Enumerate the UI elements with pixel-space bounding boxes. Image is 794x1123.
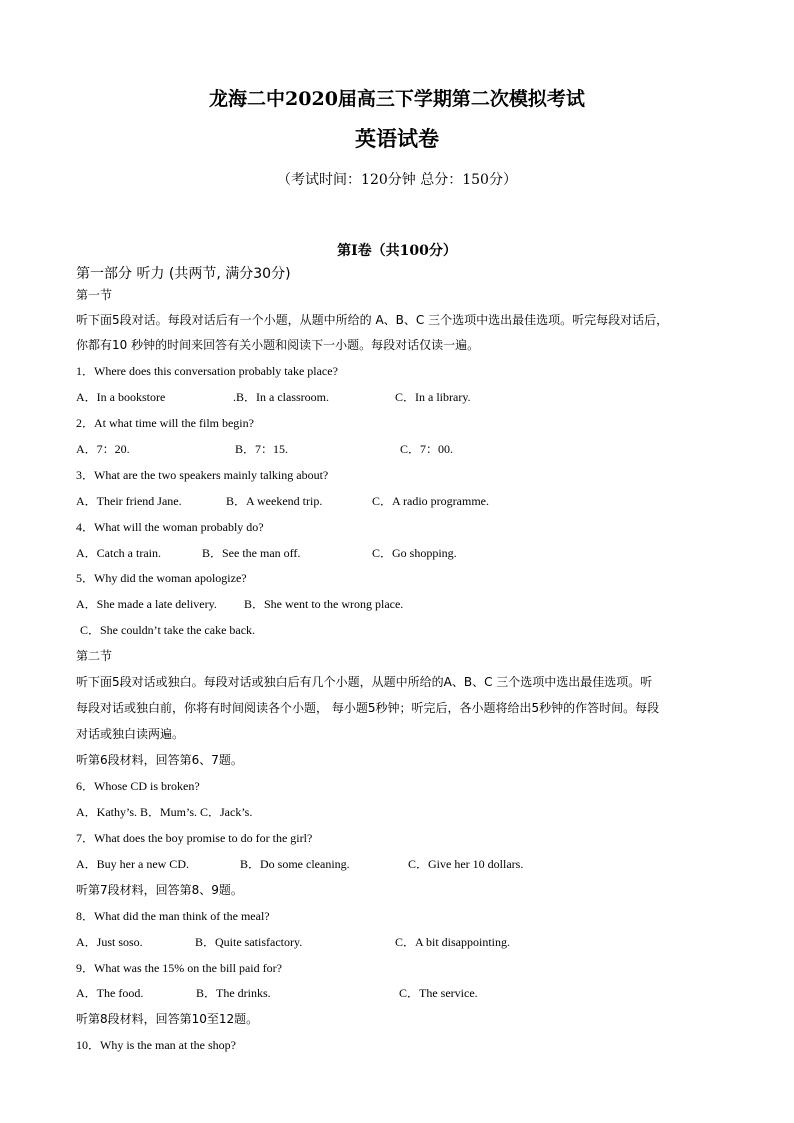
q6-options: A．Kathy’s. B．Mum’s. C．Jack’s. xyxy=(76,805,253,819)
q1-option-c: C．In a library. xyxy=(395,390,471,404)
q2-option-b: B．7：15. xyxy=(235,442,289,456)
volume-title: 第I卷（共100分） xyxy=(337,243,457,259)
q1-option-a: A．In a bookstore xyxy=(76,390,166,404)
q7-option-b: B．Do some cleaning. xyxy=(240,857,350,871)
q7-stem: 7．What does the boy promise to do for the girl? xyxy=(76,831,313,845)
material6-instruction: 听第6段材料，回答第6、7题。 xyxy=(76,753,243,767)
q6-stem: 6．Whose CD is broken? xyxy=(76,779,200,793)
q8-option-a: A．Just soso. xyxy=(76,935,143,949)
q5-stem: 5．Why did the woman apologize? xyxy=(76,571,247,585)
section1-label: 第一节 xyxy=(76,288,113,302)
q4-option-a: A．Catch a train. xyxy=(76,546,161,560)
q5-option-a: A．She made a late delivery. xyxy=(76,597,217,611)
q4-stem: 4．What will the woman probably do? xyxy=(76,520,264,534)
q10-stem: 10．Why is the man at the shop? xyxy=(76,1038,236,1052)
q3-option-c: C．A radio programme. xyxy=(372,494,489,508)
q2-option-a: A．7：20. xyxy=(76,442,130,456)
q3-stem: 3．What are the two speakers mainly talking about? xyxy=(76,468,329,482)
section1-instruction-line2: 你都有10 秒钟的时间来回答有关小题和阅读下一小题。每段对话仅读一遍。 xyxy=(76,338,480,352)
q9-option-b: B．The drinks. xyxy=(196,986,271,1000)
q4-option-c: C．Go shopping. xyxy=(372,546,457,560)
q9-stem: 9．What was the 15% on the bill paid for? xyxy=(76,961,282,975)
q3-option-b: B．A weekend trip. xyxy=(226,494,323,508)
q2-option-c: C．7：00. xyxy=(400,442,454,456)
q5-option-c: C．She couldn’t take the cake back. xyxy=(80,623,256,637)
section2-instruction-line1: 听下面5段对话或独白。每段对话或独白后有几个小题，从题中所给的A、B、C 三个选项中选出最佳选项。听 xyxy=(76,675,653,689)
material8-instruction: 听第8段材料，回答第10至12题。 xyxy=(76,1012,259,1026)
section2-instruction-line2: 每段对话或独白前，你将有时间阅读各个小题， 每小题5秒钟；听完后，各小题将给出5秒钟的作答时间。每段 xyxy=(76,701,660,715)
section2-instruction-line3: 对话或独白读两遍。 xyxy=(76,727,185,741)
q4-option-b: B．See the man off. xyxy=(202,546,301,560)
exam-title: 龙海二中2020届高三下学期第二次模拟考试 xyxy=(209,88,585,110)
q5-option-b: B．She went to the wrong place. xyxy=(244,597,404,611)
subject-title: 英语试卷 xyxy=(355,126,439,151)
material7-instruction: 听第7段材料，回答第8、9题。 xyxy=(76,883,243,897)
q7-option-c: C．Give her 10 dollars. xyxy=(408,857,524,871)
q8-option-c: C．A bit disappointing. xyxy=(395,935,511,949)
q1-stem: 1．Where does this conversation probably take place? xyxy=(76,364,338,378)
q2-stem: 2．At what time will the film begin? xyxy=(76,416,254,430)
q7-option-a: A．Buy her a new CD. xyxy=(76,857,189,871)
q1-option-b: .B．In a classroom. xyxy=(233,390,329,404)
exam-info: （考试时间：120分钟 总分：150分） xyxy=(277,172,517,188)
q9-option-c: C．The service. xyxy=(399,986,478,1000)
q3-option-a: A．Their friend Jane. xyxy=(76,494,182,508)
section1-instruction-line1: 听下面5段对话。每段对话后有一个小题，从题中所给的 A、B、C 三个选项中选出最佳选项。听完每段对话后， xyxy=(76,313,669,327)
q8-option-b: B．Quite satisfactory. xyxy=(195,935,303,949)
part1-title: 第一部分 听力 (共两节, 满分30分) xyxy=(76,266,291,282)
q8-stem: 8．What did the man think of the meal? xyxy=(76,909,270,923)
section2-label: 第二节 xyxy=(76,649,113,663)
q9-option-a: A．The food. xyxy=(76,986,144,1000)
